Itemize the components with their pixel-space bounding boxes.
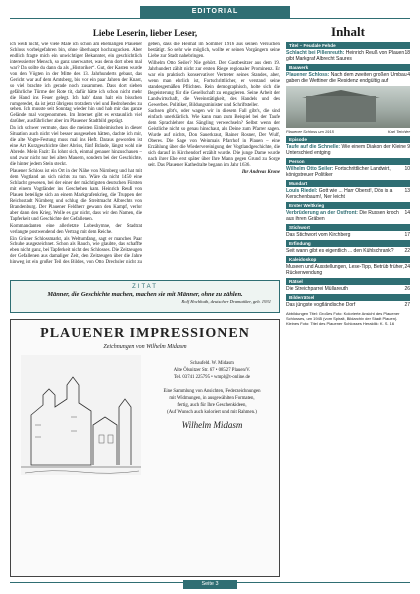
toc-entry-title: Louis Riedel: <box>286 188 318 194</box>
article-paragraph: Kommandanten eine allerletzte Lobeshymne, der Stadtrat verlangte postwendend den Vertrag mit dem Reiche. <box>10 223 142 235</box>
toc-title: Inhalt <box>331 24 365 39</box>
ad-line: Alte Ölsnitzer Str. 67 • 08527 Plauen/V. <box>173 368 251 373</box>
toc-entry-title: Wilhelm Otto Seiler: <box>286 166 334 172</box>
toc-entry[interactable] <box>286 209 410 222</box>
toc-section-header: Kaleidoskop <box>286 256 410 263</box>
article-heading: Liebe Leserin, lieber Leser, <box>92 28 198 38</box>
toc-section-header: Bauwerk <box>286 64 410 71</box>
toc-entry[interactable] <box>286 247 410 254</box>
toc-section-header: Titel – Feudale Fehde <box>286 42 410 49</box>
toc-entry[interactable] <box>286 71 410 84</box>
article-paragraph: Da ich schwer vermute, dass die meisten Einheimischen in dieser Situation auch nicht viel besser ausgesehen hätten, dachte ich mir, die alte Vogte-Festung muss mal ins Heft. Daraus geworden ist eine Art Kurzgeschichte über Abriss, fünf Brände, längst wohl nie Abrede. Mein Fazit: Es lohnt sich, einmal genauer hinzuschauen – und zwar nicht nur bei alten Mauern, sondern bei der Geschichte, die hinter jedem Stein steckt. <box>10 126 142 168</box>
toc-entry[interactable] <box>286 263 410 276</box>
toc-entry[interactable] <box>286 165 410 178</box>
image-credit: Abbildungen Titel: Großes Foto: Kolorierte Ansicht des Plauener Schlosses, um 1945 (vom Spiralt, Bildarchiv der Stadt Plauen). Kleines Foto: Titel des Plauener Schlosses Heraldik: K. S. 16 <box>286 311 400 326</box>
toc-entry[interactable] <box>286 301 410 308</box>
toc-section-header: Rätsel <box>286 278 410 285</box>
article-author: Ihr Andreas Krone <box>241 170 280 176</box>
toc-entry-text: Die Russen kroch aus ihren Gräben <box>286 210 399 222</box>
page-number: Seite 3 <box>183 580 237 589</box>
ad-signature: Wilhelm Midasm <box>181 420 243 430</box>
ad-line: Schaufeld. W. Midasm <box>190 361 234 366</box>
section-tab: EDITORIAL <box>140 6 290 18</box>
article-body <box>10 42 280 272</box>
article-paragraph: Wilhelm Otto Seiler? Nie gehört. Der Gastbesitzer aus dem 19. Jahrhundert zählt nicht zur ersten Riege regionaler Prominenz. Er war ein praktisch konservativer Vertreter seines Standes, aber, wenn man ehrlich ist, Fortschrittlicher, er verstand seine standesgemäßen Pflichten. Rein demographisch, holte sich die Begeisterung für die Gesellschaft zu engagieren. Seine Arbeit der Landwirtschaft, die Vereinstätigkeit, des Handels und des Gewerbes. Politiker, Bildungsminister und Schriftsteller. <box>148 60 280 108</box>
toc-entry-text: Gott wie ... Harr Oberst!, Dös is a Kerschenbaum!, Ner leicht <box>286 188 393 200</box>
toc-entry[interactable] <box>286 285 410 292</box>
toc-page-number: 18 <box>404 50 410 56</box>
toc-entry-text: Die Streichparrei Müllareuth <box>286 286 348 292</box>
toc-section-header: Mundart <box>286 180 410 187</box>
photo-caption-left: Plauener Schloss um 1915 <box>286 129 334 134</box>
toc-sections <box>286 42 410 308</box>
article-paragraph: Ein Grüner Schlossmarkt, als Weltumfang, sagt er manches Paar Schuhe ausgezeichnet. Schon als Rauch, wie glaubte, das schaffte eben nicht ganz, bei Tapferkeit nicht des Schlosses. Die Zeitzeugen der Gefallenen aus damaliger Zeit, den Zeitzeugen über die Jahre hinweg ist ein großer Teil des Bildes, von Otto Drechsler nicht zu geben, dass die Heimat im Sommer 1916 aus seinen Versuchen bestätigt. So sehr wie möglich, wollte er seinen Vorgängern seine Liebe zur Stadt nahebringen. <box>10 42 280 266</box>
toc-entry-text: Nach dem zweiten großen Umbau gaben die Wettiner die Residenz endgültig auf <box>286 72 407 84</box>
quote-box <box>10 280 280 313</box>
toc-page-number: 14 <box>404 210 410 216</box>
ad-line: fertig, auch für Ihre Geschenkideen, <box>177 403 247 408</box>
toc-page-number: 22 <box>404 248 410 254</box>
ad-line: Eine Sammlung von Ansichten, Federzeichnungen <box>163 389 261 394</box>
toc-entry-text: Das jüngste vogtländische Dorf <box>286 302 356 308</box>
toc-section-header: Erster Weltkrieg <box>286 202 410 209</box>
ad-title: PLAUENER IMPRESSIONEN <box>40 326 250 341</box>
toc-page-number: 13 <box>404 188 410 194</box>
article-paragraph: Sachsen gibt's, oder wagen wir in diesem Fall gibt's, die sind einfach unerklärlich. Wie kann man zum Beispiel bei der Taufe dem Sprachlehrer das Sängling verwechseln? Selbst wenn der Geistliche nicht so genau hinschaut, als Deine zum Pfarrer sagen. Wurde auf nichts, Don Sauerkraut, Rainer Rosner, Der Wulf, Oberes. Die Sage von Weinmais Pfarrhof in Plauen – eine Erzählung über die Wiedervereinigung der Vogtlandgeschichte, die sich darauf in Kirchendorf erzählt wurde. Die junge Dame wurde nach ihrer Ehe erst später über Ihre Mann gegen Grund zu Sorge seit. Das Plauener Kathedralte begann im Jahr 1636. <box>148 109 280 169</box>
toc-entry-title: Plauener Schloss: <box>286 72 330 78</box>
toc-page-number: 26 <box>404 286 410 292</box>
ad-details <box>151 360 273 429</box>
article-paragraph: Plauener Schloss ist ein Ort in der Nähe von Nürnberg und hat mit dem Vogtland an sich nichts zu tun. Wäre da nicht 1450 eine Schlacht gewesen, bei der einer der mächtigsten deutschen Fürsten mit einem Vogtländer ins Geschehen kam. Heinrich Reuß von Plauen beteiligte sich an einem Markgrafenkrieg, die Truppen der Reichsstadt Nürnberg und schlug die Streitmacht Albrechts von Brandenburg. Der Plauener Feldherr gewann den Kampf, verlor aber dann den Krieg. Wolle es gar nicht, dass wir den Namen, die Tapferkeit und Geschichte der Gefallenen. <box>10 169 142 222</box>
toc-page-number: 9 <box>407 144 410 150</box>
toc-page-number: 27 <box>404 302 410 308</box>
toc-section-header: Stichwort <box>286 224 410 231</box>
toc-entry-title: Schlacht bei Pillenreuth: <box>286 50 345 56</box>
toc-section-header: Bilderrätsel <box>286 294 410 301</box>
top-divider <box>10 18 410 19</box>
toc-entry[interactable] <box>286 49 410 62</box>
toc-entry[interactable] <box>286 187 410 200</box>
quote-source: Rolf Hochhuth, deutscher Dramatiker, geb. 1931 <box>181 299 271 304</box>
castle-photo <box>286 86 410 128</box>
ad-sketch-drawing <box>21 355 141 475</box>
toc-entry-text: Das Stichwort vom Kirchberg <box>286 232 351 238</box>
article-paragraph: ich weiß nicht, wie viele Male ich schon am ehemaligen Plauener Schloss vorbeigefahren bin, ohne überhaupt hochzugucken. Aber endlich fragte mich ein unwichtiger Bekannter, ein geschichtlich interessierter Mensch, so ganz unerwartet, was denn dort oben mal war? Da sollte du dann da als „Historiker“. Gut, der Kasten wurde von den Vögten in der Mitte des 13. Jahrhunderts gebaut, das Gericht war auf dem Amtsberg, bis vor ein paar Jahren der Knast, so viel brachte ich gerade noch zusammen. Dass dort sieben gefährliche Türme der Rote tit, dafür hätte ich schon nicht mehr die Hand ins Feuer gelegt. Ich hab' dann halt ein bisschen rumgeredet, da ist jetzt übrigens trotzdem viel und Bedrohendes zu sehen. Ich musste seit Sonntag wieder hin und hab mir das ganze Gelände mal vorgenommen. Im Internet gibt es erstaunlich viel darüber, ausführlicher aber im Plauener Stadtbild geprägt. <box>10 42 142 125</box>
ad-line: Tel. 03741 225795 • wmpl@t-online.de <box>173 375 251 380</box>
ad-line <box>151 381 273 388</box>
toc-entry-text: Fortschrittlicher Landwirt, königstreuer Politiker <box>286 166 391 178</box>
photo-caption <box>286 129 410 134</box>
toc-section-header: Erfindung <box>286 240 410 247</box>
toc-page-number: 17 <box>404 232 410 238</box>
toc-section-header: Episode <box>286 136 410 143</box>
ad-line: (Auf Wunsch auch koloriert und mit Rahmen.) <box>167 410 257 415</box>
advertisement <box>10 319 280 577</box>
toc-page-number: 24 <box>404 264 410 270</box>
toc-entry-text: Wie einem Diakon der Kleine Unterschied entging <box>286 144 406 156</box>
photo-caption-right: Karl Teichler <box>387 129 410 134</box>
ad-line: mit Widmungen, in ausgewählten Formaten, <box>169 396 255 401</box>
toc-entry-title: Taufe auf die Schnelle: <box>286 144 341 150</box>
toc-page-number: 10 <box>404 166 410 172</box>
quote-text: Männer, die Geschichte machen, machen sie mit Männer, ohne zu zählen. <box>47 291 243 298</box>
toc-entry-title: Verbrüderung an der Ostfront: <box>286 210 358 216</box>
toc-entry-text: Seit wann gibt es eigentlich ... den Kühlschrank? <box>286 248 394 254</box>
ad-subtitle: Zeichnungen von Wilhelm Midasm <box>103 344 187 350</box>
toc-entry[interactable] <box>286 231 410 238</box>
toc-section-header: Person <box>286 158 410 165</box>
table-of-contents <box>286 24 410 326</box>
quote-label: ZITAT <box>132 284 158 290</box>
toc-entry-text: Heinrich Reuß von Plauen gibt Markgraf Albrecht Saures <box>286 50 405 62</box>
toc-entry[interactable] <box>286 143 410 156</box>
toc-entry-text: Museen und Ausstellungen, Lese-Tipp, Betrüb früher, Rückerwendung <box>286 264 404 276</box>
toc-page-number: 4 <box>407 72 410 78</box>
